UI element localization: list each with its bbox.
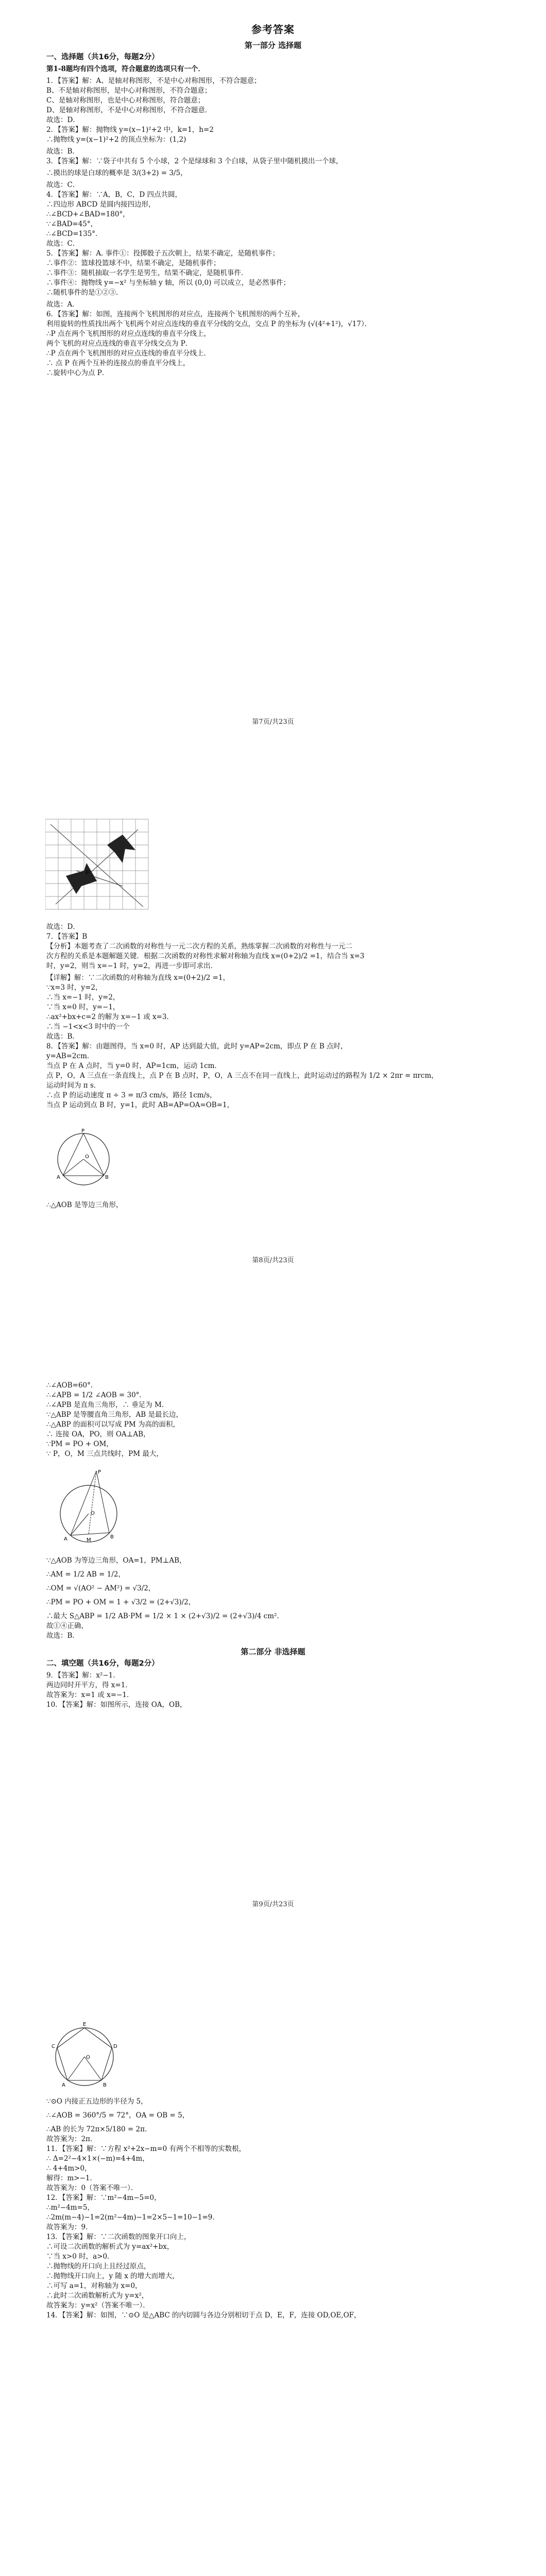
answer-line: 故选：B． [46,147,79,156]
answer-line: 利用旋转的性质找出两个飞机两个对应点连线的垂直平分线的交点，交点 P 的坐标为 (√(4²+1²)，√17）． [46,320,372,328]
pentagon-vertex-label: D [113,2044,117,2049]
pentagon-vertex-label: E [83,2022,87,2027]
answer-line: ∵ P，O，M 三点共线时，PM 最大， [46,1450,163,1458]
answer-line: ∴∠BCD+∠BAD=180°， [46,210,130,218]
answer-line: ∴旋转中心为点 P． [46,369,109,377]
answer-line: ∴最大 S△ABP = 1/2 AB·PM = 1/2 × 1 × (2+√3)/2 = (2+√3)/4 cm²． [46,1612,284,1620]
answer-line: ∴P 点在两个飞机图形的对应点连线的垂直平分线上． [46,349,211,358]
answer-line: D、是轴对称图形，不是中心对称图形，不符合题意． [46,106,212,114]
answer-line: 故答案为：y=x²（答案不唯一）． [46,2301,150,2310]
answer-line: ∵当 x>0 时，a>0． [46,2252,114,2261]
answer-line: ∴P 点在两个飞机图形的对应点连线的垂直平分线上， [46,330,211,338]
point-a-label: A [64,1536,67,1542]
answer-line: 时，y=2，则当 x=−1 时，y=2，再进一步即可求出． [46,962,217,970]
point-b-label: B [103,2082,107,2088]
answer-line: ∴当 −1<x<3 时中的一个 [46,1023,130,1031]
airplane-shape-b [66,863,97,894]
answer-line: 13．【答案】解：∵二次函数的图象开口向上， [46,2233,191,2241]
answer-line: 故答案为：0（答案不唯一）． [46,2184,138,2192]
answer-line: ∴四边形 ABCD 是圆内接四边形， [46,200,156,209]
answer-line: ∴∠APB 是直角三角形，∴ 垂足为 M． [46,1401,169,1409]
answer-line: ∴当 x=−1 时，y=2， [46,993,120,1002]
answer-line: ∴点 P 的运动速度 π ÷ 3 = π/3 cm/s，路径 1cm/s， [46,1091,217,1099]
answer-line: ∴事件④：抛物线 y=−x² 与坐标轴 y 轴，所以 (0,0) 可以成立，是必然事件； [46,279,291,287]
answer-line: ∴事件③：随机抽取一名学生是男生，结果不确定，是随机事件． [46,269,248,277]
answer-line: 故答案为：9． [46,2223,93,2231]
answer-line: 故选：C． [46,181,80,189]
answer-line: 解得：m>−1． [46,2174,97,2182]
answer-line: 11．【答案】解：∵方程 x²+2x−m=0 有两个不相等的实数根， [46,2145,246,2153]
answer-line: B、不是轴对称图形，是中心对称图形，不符合题意； [46,87,212,95]
answer-line: ∴ax²+bx+c=2 的解为 x=−1 或 x=3． [46,1013,174,1021]
answer-line: ∴m²−4m=5， [46,2204,94,2212]
answer-line: 故答案为：x=1 或 x=−1． [46,1691,134,1699]
answer-line: 10．【答案】解：如图所示，连接 OA，OB， [46,1701,187,1709]
circle-aob-figure [47,1128,120,1195]
answer-line: 故选：A． [46,300,79,309]
section-fill-heading: 二、填空题（共16分，每题2分） [46,1659,159,1668]
answer-line: 故选：D． [46,116,80,124]
answer-line: 当点 P 在 A 点时，当 y=0 时，AP=1cm，运动 1cm． [46,1062,221,1070]
answer-line: ∴抛物线的开口向上且经过原点， [46,2262,151,2270]
answer-line: ∴∠AOB = 360°/5 = 72°，OA = OB = 5， [46,2111,190,2120]
answer-line: ∴抛物线 y=(x−1)²+2 的顶点坐标为：(1,2) [46,135,186,144]
answer-line: 【分析】本题考查了二次函数的对称性与一元二次方程的关系，熟练掌握二次函数的对称性与一元二 [46,942,352,951]
answer-line: 1．【答案】解：A、是轴对称图形，不是中心对称图形，不符合题意； [46,77,261,85]
point-p-label: P [81,1128,85,1134]
answer-line: 故选：B． [46,1032,79,1041]
pentagon-vertex-label: C [52,2044,55,2049]
airplane-rotation-figure [45,814,159,912]
answer-line: 【详解】解：∵二次函数的对称轴为直线 x=(0+2)/2 =1， [46,974,230,982]
point-p-label: P [98,1469,101,1475]
point-a-label: A [57,1175,60,1180]
answer-line: ∵PM = PO + OM， [46,1440,113,1448]
answer-line: ∵∠BAD=45°， [46,220,98,228]
page-footer: 第7页/共23页 [252,718,294,726]
answer-line: 14．【答案】解：如图，∵⊙O 是△ABC 的内切圆与各边分别相切于点 D，E，F，连接 OD,OE,OF， [46,2311,361,2319]
document-title: 参考答案 [251,23,295,36]
answer-line: ∴可写 a=1，对称轴为 x=0， [46,2282,142,2290]
answer-line: y=AB=2cm． [46,1052,94,1060]
answer-line: ∵△AOB 为等边三角形，OA=1，PM⊥AB， [46,1556,186,1565]
answer-line: 5．【答案】解：A. 事件①：投掷骰子五次朝上，结果不确定，是随机事件； [46,249,280,258]
answer-line: ∵⊙O 内接正五边形的半径为 5， [46,2097,148,2106]
answer-line: ∴ 点 P 在两个互补的连接点的垂直平分线上， [46,359,190,367]
answer-line: 12．【答案】解：∵m²−4m−5=0， [46,2194,161,2202]
point-p-label: P [86,870,89,876]
answer-line: ∴AB 的长为 72π×5/180 = 2π． [46,2125,152,2133]
answer-line: 当点 P 运动到点 B 时，y=1，此时 AB=AP=OA=OB=1， [46,1101,234,1109]
answer-line: ∴△AOB 是等边三角形， [46,1201,123,1209]
page-footer: 第8页/共23页 [252,1257,294,1264]
answer-line: 7．【答案】B [46,933,88,941]
answer-line: C、是轴对称图形，也是中心对称图形，符合题意； [46,96,205,105]
point-b-label: B [105,1175,109,1180]
answer-line: ∴此时二次函数解析式为 y=x²， [46,2292,149,2300]
answer-line: 故①④正确， [46,1622,88,1630]
answer-line: ∴随机事件的是①②③． [46,289,123,297]
part-two-heading: 第二部分 非选择题 [241,1647,305,1656]
pentagon-circle-figure [47,2020,125,2092]
answer-line: ∴可设二次函数的解析式为 y=ax²+bx， [46,2243,174,2251]
answer-line: 次方程的关系是本题解题关键．根据二次函数的对称性求解对称轴为直线 x=(0+2)/2 =1，结合当 x=3 [46,952,365,960]
answer-line: ∴∠BCD=135°． [46,230,103,238]
section-choice-heading: 一、选择题（共16分，每题2分） [46,53,159,61]
point-b-label: B [110,1534,114,1540]
answer-line: 2．【答案】解：抛物线 y=(x−1)²+2 中，k=1，h=2 [46,126,214,134]
answer-line: ∴∠AOB=60°． [46,1381,98,1389]
answer-line: ∵当 x=0 时，y=−1， [46,1003,120,1011]
answer-line: 故选：D． [46,923,80,931]
answer-line: 点 P，O，A 三点在一条直线上，点 P 在 B 点时，P，O，A 三点不在同一直线上，此时运动过的路程为 1/2 × 2πr = πrcm， [46,1072,438,1080]
answer-line: 8．【答案】解：由题图得，当 x=0 时，AP 达到最大值，此时 y=AP=2cm，即点 P 在 B 点时， [46,1042,348,1050]
answer-line: 3．【答案】解：∵袋子中共有 5 个小球，2 个是绿球和 3 个白球，从袋子里中随机摸出一个球， [46,157,343,165]
answer-line: 4．【答案】解：∵A，B，C，D 四点共圆， [46,191,182,199]
answer-line: 两个飞机的对应点连线的垂直平分线交点为 P． [46,340,193,348]
answer-line: ∴事件②：篮球投篮球不中，结果不确定，是随机事件； [46,259,220,267]
answer-line: ∴2m(m−4)−1=2(m²−4m)−1=2×5−1=10−1=9． [46,2213,219,2222]
point-a-label: A [62,2082,65,2088]
answer-line: ∴抛物线开口向上，y 随 x 的增大而增大， [46,2272,179,2280]
answer-line: ∴ 4+4m>0， [46,2164,92,2173]
answer-line: ∴摸出的球是白球的概率是 3/(3+2) = 3/5， [46,169,187,177]
answer-line: 故答案为：2π． [46,2135,97,2143]
point-o-label: O [86,2055,90,2060]
choice-note: 第1-8题均有四个选项，符合题意的选项只有一个． [46,65,205,73]
answer-line: 故选：C． [46,240,80,248]
answer-line: 两边同时开平方，得 x=1． [46,1681,132,1689]
answer-line: 运动时间为 π s． [46,1081,101,1090]
circle-apb-figure [47,1468,135,1551]
answer-line: ∴AM = 1/2 AB = 1/2， [46,1570,125,1579]
point-o-label: O [91,1511,95,1516]
point-m-label: M [87,1537,91,1543]
airplane-shape-a [107,835,135,863]
part-one-heading: 第一部分 选择题 [244,41,302,50]
answer-line: ∵x=3 时，y=2， [46,984,103,992]
answer-line: ∴∠APB = 1/2 ∠AOB = 30°． [46,1391,146,1399]
answer-line: ∴ 连接 OA，PO，则 OA⊥AB， [46,1430,150,1438]
answer-line: 6．【答案】解：如图，连接两个飞机图形的对应点，连接两个飞机图形的两个互补， [46,310,305,318]
answer-line: ∵△ABP 是等腰直角三角形，AB 是最长边， [46,1411,183,1419]
answer-line: ∴PM = PO + OM = 1 + √3/2 = (2+√3)/2， [46,1598,196,1606]
answer-line: ∴ Δ=2²−4×1×(−m)=4+4m， [46,2155,149,2163]
answer-line: 故选：B． [46,1632,79,1640]
answer-line: 9．【答案】解：x²−1． [46,1671,120,1680]
answer-line: ∴△ABP 的面积可以写成 PM 为高的面积， [46,1420,180,1429]
answer-line: ∴OM = √(AO² − AM²) = √3/2， [46,1584,156,1592]
answers-1-6 [46,76,500,378]
point-o-label: O [85,1154,89,1160]
page-footer: 第9页/共23页 [252,1901,294,1908]
